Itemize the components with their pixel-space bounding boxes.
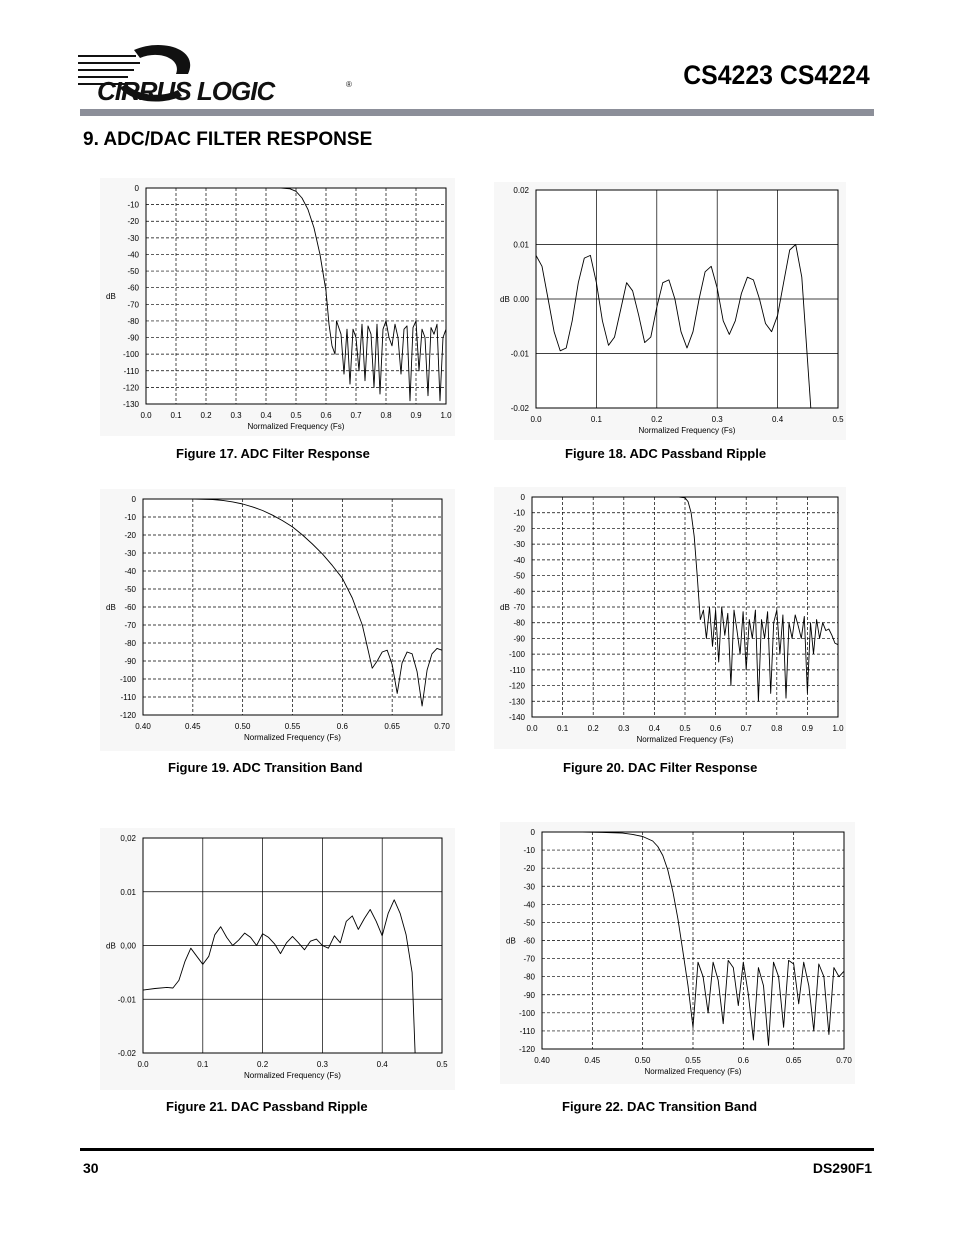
x-tick-label: 0.0	[530, 415, 542, 424]
y-tick-label: -50	[124, 585, 136, 594]
y-tick-label: -100	[122, 350, 139, 360]
x-tick-label: 0.3	[711, 415, 723, 424]
y-axis-label: dB	[500, 295, 510, 304]
y-tick-label: -90	[127, 333, 139, 343]
x-tick-label: 0.9	[410, 411, 422, 420]
y-tick-label: -110	[120, 693, 136, 702]
section-title: 9. ADC/DAC FILTER RESPONSE	[83, 129, 373, 150]
x-tick-label: 0.55	[685, 1056, 701, 1065]
x-tick-label: 0.2	[200, 411, 212, 420]
chart-svg	[100, 489, 455, 751]
y-tick-label: -120	[518, 1045, 535, 1054]
chart-svg	[100, 178, 455, 436]
y-tick-label: 0.01	[120, 887, 136, 897]
chart-svg	[100, 828, 455, 1090]
x-tick-label: 0.70	[434, 722, 450, 731]
x-tick-label: 0.7	[740, 724, 752, 733]
x-tick-label: 0.0	[526, 724, 538, 733]
y-tick-label: 0	[131, 495, 136, 504]
y-tick-label: -40	[523, 900, 535, 910]
y-tick-label: -70	[513, 603, 525, 612]
x-axis-label: Normalized Frequency (Fs)	[244, 733, 341, 742]
y-tick-label: -80	[513, 618, 525, 628]
x-tick-label: 0.4	[772, 415, 784, 424]
y-tick-label: -70	[124, 621, 136, 630]
y-tick-label: -30	[523, 882, 535, 892]
x-tick-label: 0.2	[257, 1060, 269, 1069]
y-tick-label: -110	[509, 665, 525, 675]
x-tick-label: 0.1	[197, 1060, 209, 1069]
x-axis-label: Normalized Frequency (Fs)	[247, 422, 345, 431]
x-tick-label: 0.5	[290, 411, 302, 420]
y-tick-label: 0.00	[513, 295, 529, 304]
x-tick-label: 0.45	[185, 722, 201, 731]
document-id: DS290F1	[812, 1160, 872, 1176]
y-tick-label: -0.01	[117, 995, 136, 1005]
figure-17-caption: Figure 17. ADC Filter Response	[176, 446, 370, 461]
x-tick-label: 0.1	[590, 415, 602, 424]
x-tick-label: 0.6	[710, 724, 722, 733]
y-tick-label: -110	[519, 1026, 535, 1036]
x-tick-label: 0.65	[785, 1056, 802, 1065]
x-tick-label: 0.8	[771, 724, 783, 733]
x-tick-label: 0.9	[801, 724, 813, 733]
x-tick-label: 0.7	[350, 411, 362, 420]
figure-19-caption: Figure 19. ADC Transition Band	[168, 760, 363, 775]
y-tick-label: -120	[122, 383, 139, 393]
y-tick-label: -60	[127, 283, 139, 293]
page-number: 30	[83, 1160, 99, 1176]
x-tick-label: 0.40	[135, 722, 151, 731]
y-tick-label: 0	[530, 828, 535, 837]
y-tick-label: 0	[134, 184, 139, 193]
y-tick-label: -60	[523, 936, 535, 946]
y-tick-label: -0.02	[117, 1049, 136, 1058]
y-tick-label: -10	[523, 846, 535, 856]
x-tick-label: 0.0	[140, 411, 152, 420]
y-tick-label: 0.02	[513, 186, 529, 195]
y-tick-label: -20	[127, 217, 139, 227]
y-tick-label: -20	[523, 864, 535, 874]
x-axis-label: Normalized Frequency (Fs)	[638, 426, 736, 435]
y-tick-label: -80	[523, 972, 535, 982]
x-tick-label: 0.4	[648, 724, 660, 733]
y-tick-label: -50	[127, 267, 139, 277]
x-tick-label: 0.3	[618, 724, 630, 733]
y-tick-label: -30	[513, 540, 525, 550]
figure-21-caption: Figure 21. DAC Passband Ripple	[166, 1099, 368, 1114]
x-tick-label: 0.4	[260, 411, 272, 420]
x-tick-label: 0.4	[376, 1060, 388, 1069]
y-tick-label: -50	[523, 918, 535, 928]
x-tick-label: 0.6	[737, 1056, 749, 1065]
y-tick-label: -110	[123, 366, 139, 376]
figure-22-dac-transition-band	[500, 822, 855, 1084]
y-tick-label: -100	[508, 650, 525, 660]
y-tick-label: 0.01	[513, 240, 529, 250]
x-tick-label: 0.6	[336, 722, 348, 731]
x-tick-label: 0.0	[137, 1060, 149, 1069]
x-tick-label: 0.1	[170, 411, 182, 420]
x-tick-label: 0.50	[234, 722, 251, 731]
x-tick-label: 1.0	[832, 724, 844, 733]
x-tick-label: 0.2	[651, 415, 663, 424]
page-header	[0, 0, 954, 120]
x-tick-label: 0.3	[316, 1060, 328, 1069]
y-tick-label: -60	[513, 587, 525, 597]
y-tick-label: -20	[124, 531, 136, 540]
y-axis-label: dB	[500, 603, 510, 612]
x-tick-label: 0.5	[679, 724, 691, 733]
y-tick-label: -20	[513, 524, 525, 534]
figure-20-dac-filter-response	[494, 487, 846, 749]
x-tick-label: 0.2	[587, 724, 599, 733]
y-tick-label: -0.02	[510, 404, 529, 413]
y-tick-label: -120	[508, 681, 525, 691]
figure-17-adc-filter-response	[100, 178, 455, 436]
header-divider	[80, 109, 874, 116]
y-tick-label: -30	[127, 233, 139, 243]
y-tick-label: -90	[513, 634, 525, 644]
figure-18-adc-passband-ripple	[494, 182, 846, 440]
y-tick-label: -100	[119, 675, 136, 684]
chart-svg	[494, 487, 846, 749]
y-tick-label: -80	[124, 639, 136, 648]
y-tick-label: 0,02	[120, 834, 136, 843]
y-tick-label: -0.01	[510, 349, 529, 359]
y-tick-label: -30	[124, 549, 136, 558]
x-tick-label: 0.6	[320, 411, 332, 420]
figure-18-caption: Figure 18. ADC Passband Ripple	[565, 446, 767, 461]
chart-svg	[500, 822, 855, 1084]
y-tick-label: -40	[127, 250, 139, 260]
x-tick-label: 0.70	[836, 1056, 852, 1065]
y-axis-label: dB	[106, 941, 116, 951]
y-tick-label: -100	[518, 1008, 535, 1018]
part-number-title: CS4223 CS4224	[683, 60, 870, 90]
y-tick-label: -70	[127, 300, 139, 310]
y-tick-label: -90	[523, 990, 535, 1000]
y-tick-label: -50	[513, 571, 525, 581]
y-tick-label: -40	[513, 555, 525, 565]
y-tick-label: -120	[119, 711, 136, 720]
figure-22-caption: Figure 22. DAC Transition Band	[562, 1099, 758, 1114]
x-tick-label: 0.5	[436, 1060, 448, 1069]
figure-21-dac-passband-ripple	[100, 828, 455, 1090]
chart-svg	[494, 182, 846, 440]
y-tick-label: -10	[513, 508, 525, 518]
x-tick-label: 0.8	[380, 411, 392, 420]
figure-19-adc-transition-band	[100, 489, 455, 751]
x-tick-label: 0.40	[534, 1056, 550, 1065]
x-tick-label: 0.3	[230, 411, 242, 420]
footer-divider	[80, 1148, 874, 1151]
y-tick-label: -140	[508, 713, 525, 722]
y-tick-label: -10	[127, 200, 139, 210]
y-tick-label: -90	[124, 657, 136, 666]
y-axis-label: dB	[506, 936, 516, 946]
x-axis-label: Normalized Frequency (Fs)	[644, 1067, 742, 1076]
x-tick-label: 0.55	[284, 722, 301, 731]
y-tick-label: 0,00	[120, 941, 136, 951]
y-tick-label: -10	[124, 513, 136, 522]
x-tick-label: 1.0	[440, 411, 452, 420]
y-tick-label: -60	[124, 603, 136, 612]
figure-20-caption: Figure 20. DAC Filter Response	[563, 760, 758, 775]
y-tick-label: -40	[124, 567, 136, 576]
y-tick-label: -70	[523, 954, 535, 964]
x-axis-label: Normalized Frequency (Fs)	[636, 735, 734, 744]
x-tick-label: 0.5	[832, 415, 844, 424]
y-tick-label: 0	[520, 493, 525, 502]
x-tick-label: 0.50	[634, 1056, 651, 1065]
x-axis-label: Normalized Frequency (Fs)	[244, 1071, 341, 1080]
logo-wordmark: CIRRUS LOGIC	[97, 76, 275, 106]
y-tick-label: -130	[508, 697, 525, 707]
registered-mark: ®	[346, 80, 352, 89]
x-tick-label: 0.65	[384, 722, 400, 731]
y-tick-label: -130	[122, 400, 139, 409]
y-axis-label: dB	[106, 292, 116, 301]
y-axis-label: dB	[106, 603, 116, 612]
x-tick-label: 0.45	[584, 1056, 601, 1065]
y-tick-label: -80	[127, 316, 139, 326]
x-tick-label: 0.1	[557, 724, 569, 733]
